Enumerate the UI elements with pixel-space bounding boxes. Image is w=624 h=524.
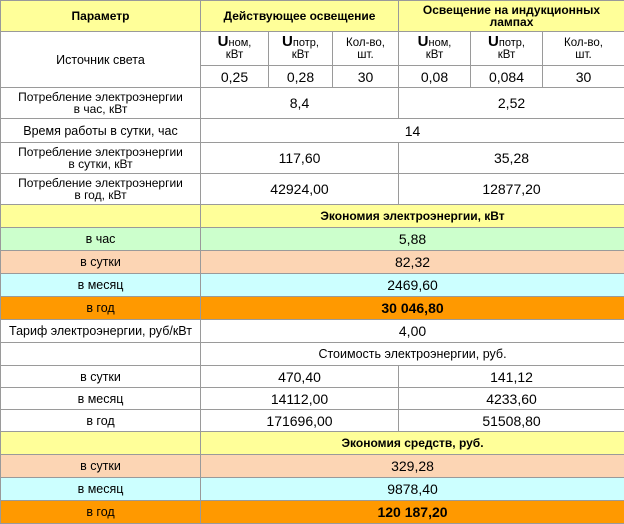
header-row	[1, 1, 624, 32]
daily-consumption-induction: 35,28	[399, 143, 624, 174]
cost-month-label: в месяц	[1, 388, 201, 410]
cost-month-induction: 4233,60	[399, 388, 624, 410]
money-savings-month-row	[1, 478, 624, 501]
tariff-value: 4,00	[201, 320, 624, 343]
source-units-row	[1, 32, 624, 66]
energy-savings-day-value: 82,32	[201, 251, 624, 274]
energy-savings-title-row	[1, 205, 624, 228]
cost-day-row	[1, 366, 624, 388]
induction-qty-value: 30	[543, 66, 624, 88]
energy-savings-year-value: 30 046,80	[201, 297, 624, 320]
cost-day-induction: 141,12	[399, 366, 624, 388]
cost-year-induction: 51508,80	[399, 410, 624, 432]
cost-year-current: 171696,00	[201, 410, 399, 432]
money-savings-month-label: в месяц	[1, 478, 201, 501]
money-savings-title: Экономия средств, руб.	[201, 432, 624, 455]
header-induction-lighting: Освещение на индукционных лампах	[399, 1, 624, 32]
money-savings-year-row	[1, 501, 624, 524]
yearly-consumption-current: 42924,00	[201, 174, 399, 205]
energy-savings-day-label: в сутки	[1, 251, 201, 274]
header-param: Параметр	[1, 1, 201, 32]
money-savings-day-label: в сутки	[1, 455, 201, 478]
energy-savings-month-row	[1, 274, 624, 297]
money-savings-year-label: в год	[1, 501, 201, 524]
hourly-consumption-induction: 2,52	[399, 88, 624, 119]
money-savings-year-value: 120 187,20	[201, 501, 624, 524]
induction-u-nom-header: Uном, кВт	[399, 32, 471, 66]
hours-per-day-value: 14	[201, 119, 624, 143]
induction-u-nom-value: 0,08	[399, 66, 471, 88]
cost-day-label: в сутки	[1, 366, 201, 388]
daily-consumption-current: 117,60	[201, 143, 399, 174]
daily-consumption-label: Потребление электроэнергии в сутки, кВт	[1, 143, 201, 174]
induction-u-use-header: Uпотр, кВт	[471, 32, 543, 66]
energy-savings-day-row	[1, 251, 624, 274]
current-qty-header: Кол-во, шт.	[333, 32, 399, 66]
energy-savings-month-label: в месяц	[1, 274, 201, 297]
current-u-nom-header: Uном, кВт	[201, 32, 269, 66]
current-u-nom-value: 0,25	[201, 66, 269, 88]
current-qty-value: 30	[333, 66, 399, 88]
money-savings-day-value: 329,28	[201, 455, 624, 478]
yearly-consumption-label: Потребление электроэнергии в год, кВт	[1, 174, 201, 205]
cost-title-row	[1, 343, 624, 366]
cost-month-row	[1, 388, 624, 410]
induction-u-use-value: 0,084	[471, 66, 543, 88]
tariff-row	[1, 320, 624, 343]
header-current-lighting: Действующее освещение	[201, 1, 399, 32]
induction-qty-header: Кол-во, шт.	[543, 32, 624, 66]
energy-savings-title: Экономия электроэнергии, кВт	[201, 205, 624, 228]
tariff-label: Тариф электроэнергии, руб/кВт	[1, 320, 201, 343]
cost-year-label: в год	[1, 410, 201, 432]
energy-savings-hour-value: 5,88	[201, 228, 624, 251]
hours-per-day-label: Время работы в сутки, час	[1, 119, 201, 143]
money-savings-title-row	[1, 432, 624, 455]
daily-consumption-row	[1, 143, 624, 174]
money-savings-day-row	[1, 455, 624, 478]
yearly-consumption-row	[1, 174, 624, 205]
energy-savings-year-row	[1, 297, 624, 320]
current-u-use-value: 0,28	[269, 66, 333, 88]
cost-title: Стоимость электроэнергии, руб.	[201, 343, 624, 366]
source-label: Источник света	[1, 32, 201, 88]
yearly-consumption-induction: 12877,20	[399, 174, 624, 205]
cost-year-row	[1, 410, 624, 432]
cost-day-current: 470,40	[201, 366, 399, 388]
energy-savings-month-value: 2469,60	[201, 274, 624, 297]
hourly-consumption-label: Потребление электроэнергии в час, кВт	[1, 88, 201, 119]
hourly-consumption-row	[1, 88, 624, 119]
energy-savings-hour-row	[1, 228, 624, 251]
energy-savings-year-label: в год	[1, 297, 201, 320]
money-savings-month-value: 9878,40	[201, 478, 624, 501]
current-u-use-header: Uпотр, кВт	[269, 32, 333, 66]
hourly-consumption-current: 8,4	[201, 88, 399, 119]
energy-savings-hour-label: в час	[1, 228, 201, 251]
cost-month-current: 14112,00	[201, 388, 399, 410]
hours-per-day-row	[1, 119, 624, 143]
